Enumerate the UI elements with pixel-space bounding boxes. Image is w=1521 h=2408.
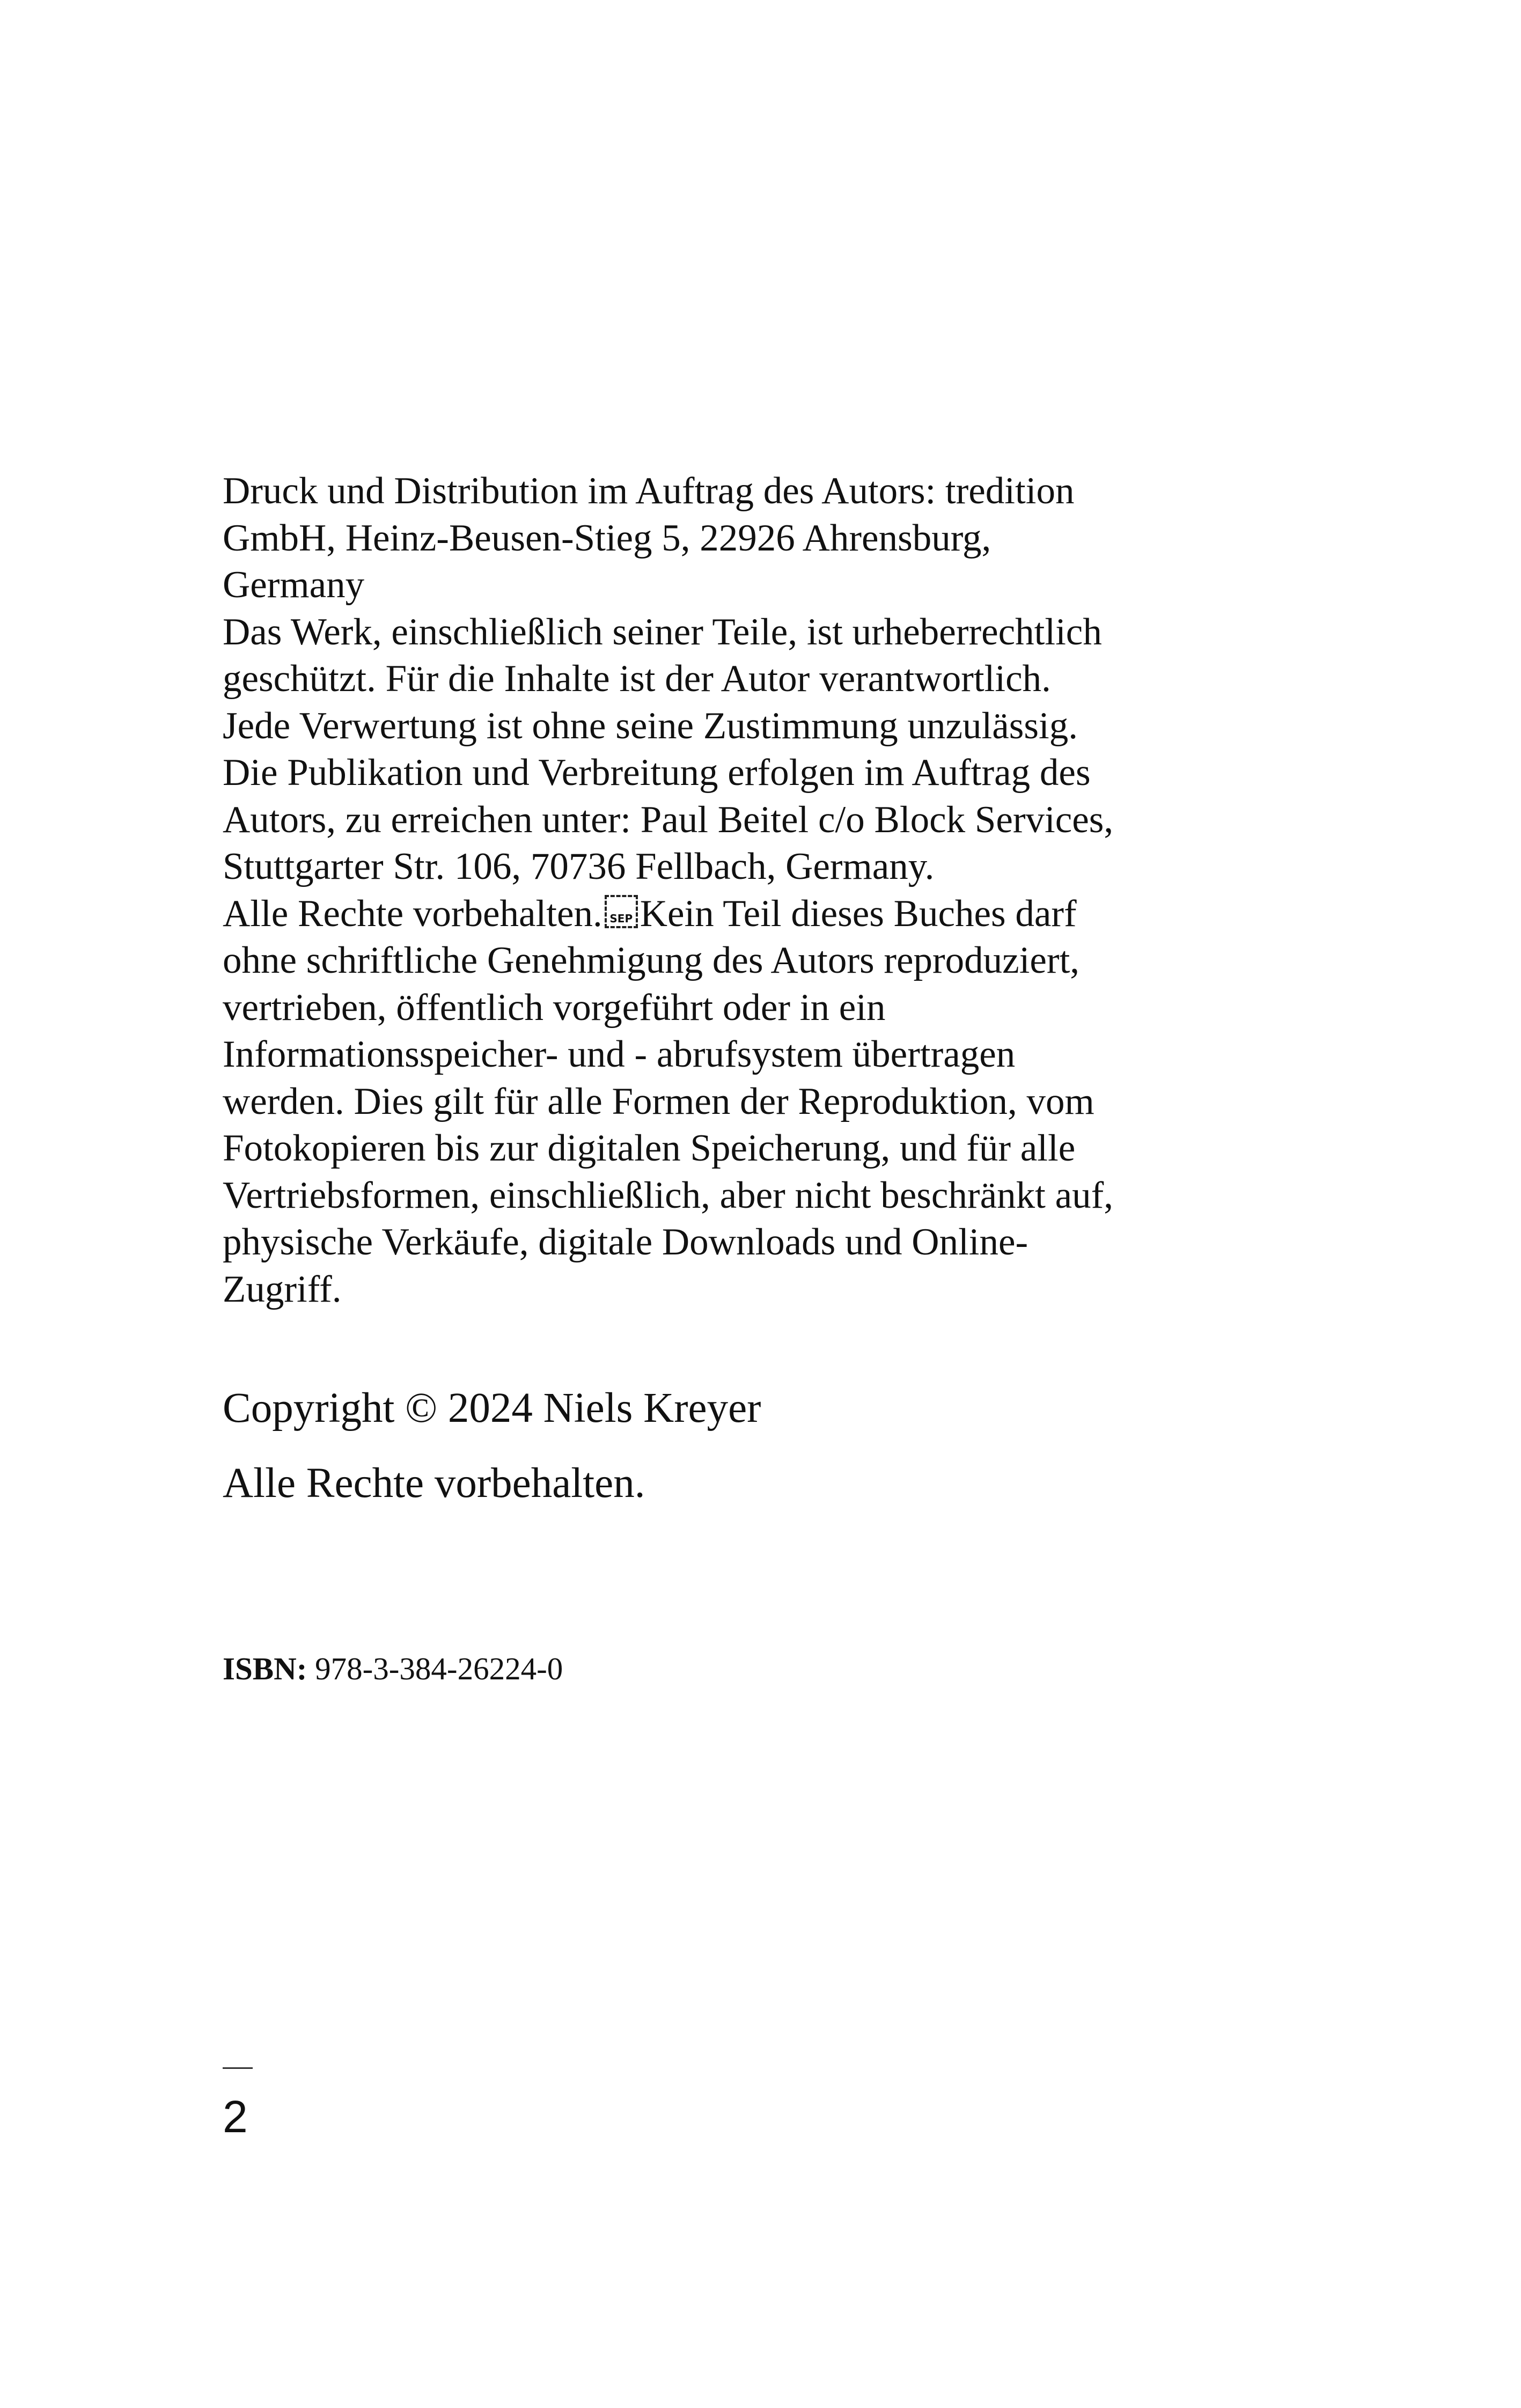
imprint-line: Vertriebsformen, einschließlich, aber nicht beschränkt auf, [223,1174,1113,1216]
imprint-line-with-separator [223,891,1296,938]
page-number-rule [223,2067,253,2069]
imprint-line: vertrieben, öffentlich vorgeführt oder in ein [223,986,886,1029]
rights-reserved-text: Alle Rechte vorbehalten. [223,892,602,935]
rights-reserved-notice: Alle Rechte vorbehalten. [223,1460,645,1507]
separator-label: SEP [609,912,633,925]
imprint-line: Druck und Distribution im Auftrag des Autors: tredition [223,470,1075,512]
imprint-line: Die Publikation und Verbreitung erfolgen im Auftrag des [223,752,1091,794]
imprint-line: Germany [223,564,365,606]
imprint-line: werden. Dies gilt für alle Formen der Reproduktion, vom [223,1080,1094,1122]
imprint-line: Informationsspeicher- und - abrufsystem übertragen [223,1033,1016,1075]
imprint-line: Stuttgarter Str. 106, 70736 Fellbach, Germany. [223,846,935,887]
isbn-label: ISBN: [223,1651,307,1686]
imprint-line: Das Werk, einschließlich seiner Teile, ist urheberrechtlich [223,611,1102,653]
imprint-line: ohne schriftliche Genehmigung des Autors reproduziert, [223,939,1080,981]
copyright-notice: Copyright © 2024 Niels Kreyer [223,1385,761,1431]
imprint-line: Jede Verwertung ist ohne seine Zustimmung unzulässig. [223,704,1078,747]
imprint-line: Zugriff. [223,1268,342,1310]
isbn-value: 978-3-384-26224-0 [307,1651,563,1686]
imprint-line: Autors, zu erreichen unter: Paul Beitel c/o Block Services, [223,798,1114,841]
separator-control-icon [605,895,638,928]
imprint-line: Fotokopieren bis zur digitalen Speicherung, und für alle [223,1127,1076,1169]
imprint-line: geschützt. Für die Inhalte ist der Autor verantwortlich. [223,658,1051,700]
imprint-line: GmbH, Heinz-Beusen-Stieg 5, 22926 Ahrensburg, [223,517,991,559]
imprint-line: physische Verkäufe, digitale Downloads und Online- [223,1221,1028,1263]
isbn-line [223,1647,563,1690]
reproduction-notice-text: Kein Teil dieses Buches darf [640,892,1077,935]
imprint-text [223,468,1296,1313]
page-number: 2 [223,2091,248,2142]
